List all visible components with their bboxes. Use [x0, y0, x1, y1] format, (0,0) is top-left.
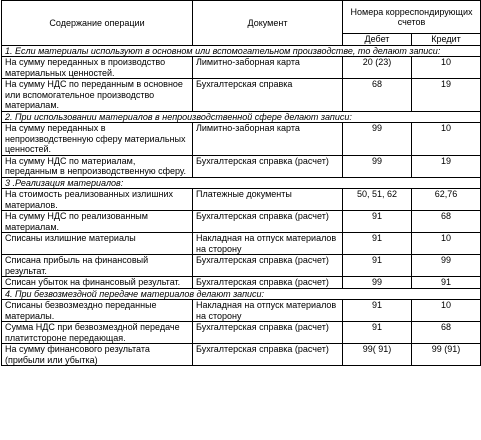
operation-cell: На стоимость реализованных излишних материалов. — [2, 189, 193, 211]
table-row — [2, 344, 481, 366]
debit-cell: 99 — [343, 155, 412, 177]
document-header: Документ — [193, 1, 343, 46]
operation-cell: Списан убыток на финансовый результат. — [2, 277, 193, 289]
document-cell: Бухгалтерская справка (расчет) — [193, 322, 343, 344]
table-body — [2, 45, 481, 366]
credit-header: Кредит — [412, 34, 481, 46]
document-cell: Лимитно-заборная карта — [193, 123, 343, 156]
document-cell: Бухгалтерская справка — [193, 79, 343, 112]
operation-cell: На сумму НДС по переданным в основное или вспомогательное производство материалам. — [2, 79, 193, 112]
credit-cell: 91 — [412, 277, 481, 289]
debit-cell: 68 — [343, 79, 412, 112]
debit-cell: 91 — [343, 211, 412, 233]
table-row — [2, 211, 481, 233]
document-cell: Бухгалтерская справка (расчет) — [193, 344, 343, 366]
debit-cell: 91 — [343, 300, 412, 322]
section-title: 1. Если материалы используют в основном или вспомогательном производстве, то делают записи: — [2, 45, 481, 57]
table-header — [2, 1, 481, 46]
table-row — [2, 189, 481, 211]
table-row — [2, 255, 481, 277]
debit-cell: 99 — [343, 277, 412, 289]
operation-cell: На сумму переданных в производство материальных ценностей. — [2, 57, 193, 79]
debit-cell: 20 (23) — [343, 57, 412, 79]
credit-cell: 10 — [412, 123, 481, 156]
document-cell: Бухгалтерская справка (расчет) — [193, 255, 343, 277]
section-row — [2, 45, 481, 57]
operation-cell: На сумму НДС по реализованным материалам. — [2, 211, 193, 233]
section-title: 4. При безвозмездной передаче материалов делают записи: — [2, 288, 481, 300]
operation-cell: Списана прибыль на финансовый результат. — [2, 255, 193, 277]
accounting-entries-table — [1, 0, 481, 366]
table-row — [2, 233, 481, 255]
operation-cell: На сумму переданных в непроизводственную сферу материальных ценностей. — [2, 123, 193, 156]
credit-cell: 19 — [412, 79, 481, 112]
table-row — [2, 300, 481, 322]
section-row — [2, 288, 481, 300]
section-title: 2. При использовании материалов в непроизводственной сфере делают записи: — [2, 111, 481, 123]
debit-cell: 99( 91) — [343, 344, 412, 366]
table-row — [2, 277, 481, 289]
credit-cell: 10 — [412, 233, 481, 255]
credit-cell: 68 — [412, 211, 481, 233]
operation-cell: На сумму НДС по материалам, переданным в непроизводственную сферу. — [2, 155, 193, 177]
document-cell: Бухгалтерская справка (расчет) — [193, 277, 343, 289]
table-row — [2, 57, 481, 79]
debit-cell: 99 — [343, 123, 412, 156]
document-cell: Бухгалтерская справка (расчет) — [193, 211, 343, 233]
document-cell: Накладная на отпуск материалов на сторону — [193, 300, 343, 322]
table-row — [2, 79, 481, 112]
table-row — [2, 155, 481, 177]
section-title: 3 .Реализация материалов: — [2, 177, 481, 189]
table-row — [2, 123, 481, 156]
credit-cell: 99 — [412, 255, 481, 277]
section-row — [2, 177, 481, 189]
credit-cell: 99 (91) — [412, 344, 481, 366]
debit-cell: 91 — [343, 233, 412, 255]
debit-cell: 50, 51, 62 — [343, 189, 412, 211]
credit-cell: 10 — [412, 300, 481, 322]
accounts-header: Номера корреспондирующих счетов — [343, 1, 481, 34]
credit-cell: 68 — [412, 322, 481, 344]
table-row — [2, 322, 481, 344]
operation-header: Содержание операции — [2, 1, 193, 46]
document-cell: Платежные документы — [193, 189, 343, 211]
operation-cell: Списаны излишние материалы — [2, 233, 193, 255]
debit-cell: 91 — [343, 255, 412, 277]
credit-cell: 19 — [412, 155, 481, 177]
operation-cell: На сумму финансового результата (прибыли или убытка) — [2, 344, 193, 366]
document-cell: Накладная на отпуск материалов на сторону — [193, 233, 343, 255]
credit-cell: 62,76 — [412, 189, 481, 211]
section-row — [2, 111, 481, 123]
debit-cell: 91 — [343, 322, 412, 344]
document-cell: Лимитно-заборная карта — [193, 57, 343, 79]
debit-header: Дебет — [343, 34, 412, 46]
operation-cell: Сумма НДС при безвозмездной передаче платитстороне передающая. — [2, 322, 193, 344]
credit-cell: 10 — [412, 57, 481, 79]
document-cell: Бухгалтерская справка (расчет) — [193, 155, 343, 177]
operation-cell: Списаны безвозмездно переданные материалы. — [2, 300, 193, 322]
